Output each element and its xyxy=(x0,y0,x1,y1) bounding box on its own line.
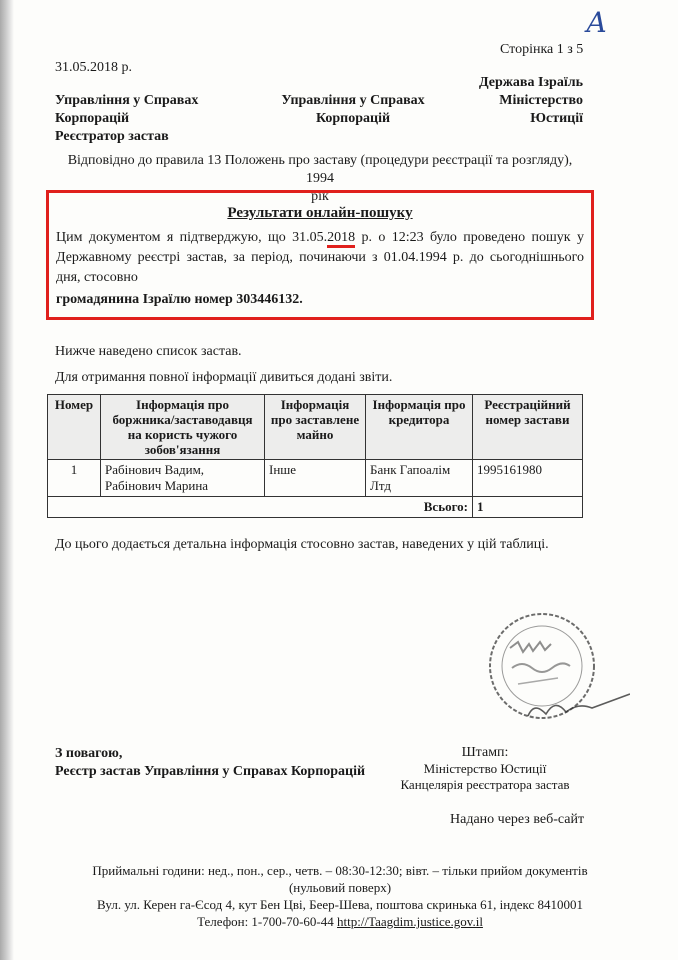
header-left xyxy=(55,92,198,146)
header-middle xyxy=(278,92,428,128)
column-header-registration: Реєстраційний номер застави xyxy=(473,395,583,460)
header-right-line: Держава Ізраїль xyxy=(478,75,583,90)
list-intro: Нижче наведено список застав. xyxy=(55,344,242,359)
cell-registration-number: 1995161980 xyxy=(473,460,583,497)
footer-floor: (нульовий поверх) xyxy=(288,880,392,895)
page-number: Сторінка 1 з 5 xyxy=(500,42,584,57)
column-header-property: Інформація про заставлене майно xyxy=(265,395,366,460)
pledges-table xyxy=(47,394,583,518)
column-header-creditor: Інформація про кредитора xyxy=(366,395,473,460)
info-note: Для отримання повної інформації дивиться додані звіти. xyxy=(55,370,393,385)
rule-reference-line: рік xyxy=(311,189,329,204)
cell-number: 1 xyxy=(48,460,101,497)
search-subject: громадянина Ізраїлю номер 303446132. xyxy=(56,292,303,307)
underlined-year: 2018 xyxy=(327,230,355,248)
search-results-title: Результати онлайн-пошуку xyxy=(227,205,413,221)
confirmation-text-end: р. о 12:23 було проведено пошук у Державному реєстрі застав, за період, починаючи з 01.04.1994 р. до сьогоднішнього дня, стосовно xyxy=(56,230,584,285)
document-date: 31.05.2018 р. xyxy=(55,60,132,75)
total-value: 1 xyxy=(473,497,583,518)
footer-phone: Телефон: 1-700-70-60-44 xyxy=(197,914,334,929)
signature-block xyxy=(55,745,365,781)
header-left-line: Управління у Справах xyxy=(55,93,199,108)
cell-creditor: Банк Гапоалім Лтд xyxy=(366,460,473,497)
total-label: Всього: xyxy=(48,497,473,518)
header-right-line: Міністерство xyxy=(499,93,583,108)
registry-signature: Реєстр застав Управління у Справах Корпорацій xyxy=(55,764,366,779)
table-row xyxy=(48,460,583,497)
footer-contact xyxy=(40,913,640,930)
cell-property: Інше xyxy=(265,460,366,497)
regards-text: З повагою, xyxy=(55,746,123,761)
footer xyxy=(40,862,640,930)
confirmation-text-start: Цим документом я підтверджую, що 31.05. xyxy=(56,230,328,245)
attached-note: До цього додається детальна інформація стосовно застав, наведених у цій таблиці. xyxy=(55,537,549,552)
header-middle-line: Корпорацій xyxy=(315,111,391,126)
sent-via-website: Надано через веб-сайт xyxy=(450,812,585,827)
table-header-row xyxy=(48,395,583,460)
stamp-office: Канцелярія реєстратора застав xyxy=(400,777,570,792)
footer-website-link[interactable]: http://Taagdim.justice.gov.il xyxy=(337,914,483,929)
corner-handwritten-mark: А xyxy=(586,6,608,39)
table-total-row xyxy=(48,497,583,518)
column-header-number: Номер xyxy=(48,395,101,460)
official-stamp-seal xyxy=(470,604,630,734)
search-confirmation-text xyxy=(56,228,584,288)
header-left-line: Корпорацій xyxy=(55,111,130,126)
scan-edge-shadow xyxy=(0,0,14,960)
stamp-ministry: Міністерство Юстиції xyxy=(423,761,547,776)
stamp-label: Штамп: xyxy=(461,745,509,760)
rule-reference-line: Відповідно до правила 13 Положень про заставу (процедури реєстрації та розгляду), 1994 xyxy=(67,153,573,186)
footer-address: Вул. ул. Керен га-Єсод 4, кут Бен Цві, Беер-Шева, поштова скринька 61, індекс 8410001 xyxy=(96,897,584,912)
header-right-line: Юстиції xyxy=(530,111,583,126)
footer-hours: Приймальні години: нед., пон., сер., четв. – 08:30-12:30; вівт. – тільки прийом документів xyxy=(92,863,588,878)
stamp-caption xyxy=(400,745,570,793)
column-header-debtor: Інформація про боржника/заставодавця на користь чужого зобов'язання xyxy=(101,395,265,460)
header-middle-line: Управління у Справах xyxy=(281,93,425,108)
header-right xyxy=(440,74,583,128)
cell-debtor: Рабінович Вадим, Рабінович Марина xyxy=(101,460,265,497)
header-left-line: Реєстратор застав xyxy=(55,129,169,144)
